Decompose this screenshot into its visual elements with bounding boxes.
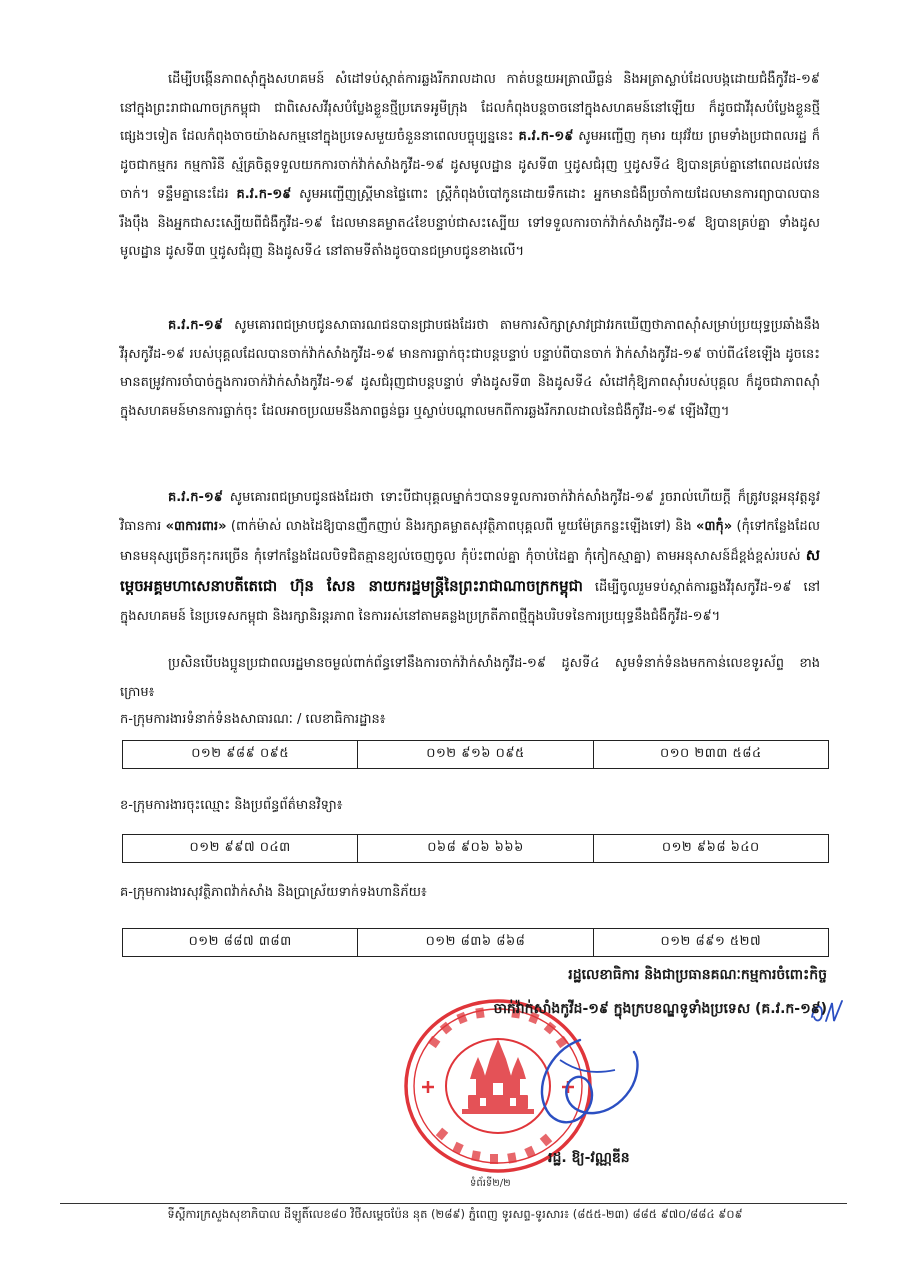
phone-number: ០១២ ៨៣៦ ៨៦៨ [358,929,593,957]
phone-number: ០១០ ២៣៣ ៥៨៤ [593,741,828,769]
paragraph-2-text: សូមគោរពជម្រាបជូនសាធារណជនបានជ្រាបផងដែរថា តាមការសិក្សាស្រាវជ្រាវរកឃើញថាភាពស៊ាំសម្រាប់ប្រយុទ្ធប្រឆាំងនឹងវីរុសកូវីដ-១៩ របស់បុគ្គលដែលបានចាក់វ៉ាក់សាំងកូវីដ-១៩ មានការធ្លាក់ចុះជាបន្តបន្ទាប់ បន្ទាប់ពីបានចាក់ វ៉ាក់សាំងកូវីដ-១៩ ចាប់ពី៤ខែឡើង ដូចនេះ មានតម្រូវការចាំបាច់ក្នុងការចាក់វ៉ាក់សាំងកូវីដ-១៩ ដូសជំរុញជាបន្តបន្ទាប់ ទាំងដូសទី៣ និងដូសទី៤ សំដៅកុំឱ្យភាពស៊ាំរបស់បុគ្គល ក៏ដូចជាភាពស៊ាំក្នុងសហគមន៍មានការធ្លាក់ចុះ ដែលអាចប្រឈមនឹងភាពធ្ងន់ធ្ងរ ឬស្លាប់បណ្តាលមកពីការឆ្លងរីករាលដាលនៃជំងឺកូវីដ-១៩ ឡើងវិញ។ [120,318,820,420]
three-donts-term: «៣កុំ» [696,518,733,534]
hotline-table-registration [122,834,829,863]
paragraph-1-text: សូមអញ្ជើញ កុមារ យុវវ័យ ព្រមទាំងប្រជាពលរដ្ឋ ក៏ដូចជាកម្មករ កម្មការិនី ស្ម័គ្រចិត្តទទួលយកការចាក់វ៉ាក់សាំងកូវីដ-១៩ ដូសមូលដ្ឋាន ដូសទី៣ ឬដូសជំរុញ ឬដូសទី៤ ឱ្យបានគ្រប់គ្នានៅពេលដល់វេនចាក់។ ទន្ទឹមគ្នានេះដែរ [120,129,820,202]
hotline-label-vaccine-safety: គ-ក្រុមការងារសុវត្ថិភាពវ៉ាក់សាំង និងប្រាស្រ័យទាក់ទងហានិភ័យ៖ [120,885,427,900]
paragraph-3-text: ដើម្បីចូលរួមទប់ស្កាត់ការឆ្លងវីរុសកូវីដ-១៩ នៅក្នុងសហគមន៍ នៃប្រទេសកម្ពុជា និងរក្សានិរន្តរភាព នៃការរស់នៅតាមគន្លងប្រក្រតីភាពថ្មីក្នុងបរិបទនៃការប្រយុទ្ធនឹងជំងឺកូវីដ-១៩។ [120,580,821,624]
phone-number: ០១២ ៨៩១ ៥២៧ [593,929,828,957]
table-row [123,835,829,863]
paragraph-3-text: (ពាក់ម៉ាស់ លាងដៃឱ្យបានញឹកញាប់ និងរក្សាគម្លាតសុវត្ថិភាពបុគ្គលពី មួយម៉ែត្រកន្លះឡើងទៅ) និង [226,518,696,534]
signatory-title: រដ្ឋលេខាធិការ និងជាប្រធានគណៈកម្មការចំពោះកិច្ច [568,967,827,983]
paragraph-3-text: (កុំទៅកន្លែងដែលមានមនុស្សច្រើនកុះករច្រើន កុំទៅកន្លែងដែលបិទជិតគ្មានខ្យល់ចេញចូល កុំប៉ះពាល់គ្នា កុំចាប់ដៃគ្នា កុំកៀកស្មាគ្នា) តាមអនុសាសន៍ដ៏ខ្ពង់ខ្ពស់របស់ [120,518,820,565]
org-abbrev: គ.វ.ក-១៩ [518,129,574,145]
table-row [123,741,829,769]
footer-divider [60,1203,847,1204]
phone-number: ០៦៨ ៩០៦ ៦៦៦ [358,835,593,863]
signatory-committee: ចាក់វ៉ាក់សាំងកូវីដ-១៩ ក្នុងក្របខណ្ឌទូទាំងប្រទេស (គ.វ.ក-១៩) [493,1001,827,1017]
paragraph-3-text: សូមគោរពជម្រាបជូនផងដែរថា ទោះបីជាបុគ្គលម្នាក់ៗបានទទួលការចាក់វ៉ាក់សាំងកូវីដ-១៩ រួចរាល់ហើយក្តី ក៏ត្រូវបន្តអនុវត្តនូវវិធានការ [120,490,820,534]
phone-number: ០១២ ៩៨៩ ០៩៥ [123,741,358,769]
org-abbrev: គ.វ.ក-១៩ [168,490,223,505]
table-row [123,929,829,957]
hotline-table-vaccine-safety [122,928,829,957]
page-number: ទំព័រទី២/២ [470,1178,511,1189]
phone-number: ០១២ ៩៦៨ ៦៤០ [593,835,828,863]
handwritten-signature [520,1030,650,1140]
footer-address: ទីស្តីការក្រសួងសុខាភិបាល ដីឡូតិ៍លេខ៨០ វិថីសម្តេចប៉ែន នុត (២៨៩) ភ្នំពេញ ទូរសព្ទ-ទូរសារ៖ (៨៥៥-២៣) ៨៨៥ ៩៧០/៨៨៤ ៩០៩ [167,1207,743,1221]
paragraph-4: ប្រសិនបើបងប្អូនប្រជាពលរដ្ឋមានចម្ងល់ពាក់ព័ន្ធទៅនឹងការចាក់វ៉ាក់សាំងកូវីដ-១៩ ដូសទី៤ សូមទំនាក់ទំនងមកកាន់លេខទូរស័ព្ទ ខាងក្រោម៖ [120,656,820,700]
paragraph-1 [120,66,820,267]
hotline-label-public-relations: ក-ក្រុមការងារទំនាក់ទំនងសាធារណៈ / លេខាធិការដ្ឋាន៖ [120,712,386,727]
three-protections-term: «៣ការពារ» [165,518,227,534]
paragraph-1-text: ដើម្បីបង្កើនភាពស៊ាំក្នុងសហគមន៍ សំដៅទប់ស្កាត់ការឆ្លងរីករាលដាល កាត់បន្ថយអត្រាឈឺធ្ងន់ និងអត្រាស្លាប់ដែលបង្កដោយជំងឺកូវីដ-១៩ នៅក្នុងព្រះរាជាណាចក្រកម្ពុជា ជាពិសេសវីរុសបំប្លែងខ្លួនថ្មីប្រភេទអូមីក្រុង ដែលកំពុងបន្តចាចនៅក្នុងសហគមន៍នៅឡើយ ក៏ដូចជាវីរុសបំប្លែងខ្លួនថ្មីផ្សេងៗទៀត ដែលកំពុងចាចយ៉ាងសកម្មនៅក្នុងប្រទេសមួយចំនួននាពេលបច្ចុប្បន្ននេះ [120,72,820,145]
org-abbrev: គ.វ.ក-១៩ [168,318,223,333]
org-abbrev: គ.វ.ក-១៩ [236,186,292,202]
paragraph-2 [120,312,820,427]
hotline-table-public-relations [122,740,829,769]
phone-number: ០១២ ៨៨៧ ៣៨៣ [123,929,358,957]
leader-name: សម្តេចអគ្គមហាសេនាបតីតេជោ ហ៊ុន សែន នាយករដ្ឋមន្ត្រីនៃព្រះរាជាណាចក្រកម្ពុជា [120,546,820,596]
signer-name: រដ្ឋ. ឱ្យ-វណ្ណឌីន [548,1150,630,1166]
paragraph-1-text: សូមអញ្ជើញស្ត្រីមានផ្ទៃពោះ ស្ត្រីកំពុងបំបៅកូនដោយទឹកដោះ អ្នកមានជំងឺប្រចាំកាយដែលមានការព្យាបាលបានរឹងប៉ឹង និងអ្នកជាសះស្បើយពីជំងឺកូវីដ-១៩ ដែលមានគម្លាត៤ខែបន្ទាប់ជាសះស្បើយ ទៅទទួលការចាក់វ៉ាក់សាំងកូវីដ-១៩ ឱ្យបានគ្រប់គ្នា ទាំងដូសមូលដ្ឋាន ដូសទី៣ ឬដូសជំរុញ និងដូសទី៤ នៅតាមទីតាំងដូចបានជម្រាបជូនខាងលើ។ [120,186,820,260]
hotline-label-registration: ខ-ក្រុមការងារចុះឈ្មោះ និងប្រព័ន្ធព័ត៌មានវិទ្យា៖ [120,798,343,813]
phone-number: ០១២ ៩៩៧ ០៤៣ [123,835,358,863]
phone-number: ០១២ ៩១៦ ០៩៥ [358,741,593,769]
paragraph-3 [120,484,820,632]
